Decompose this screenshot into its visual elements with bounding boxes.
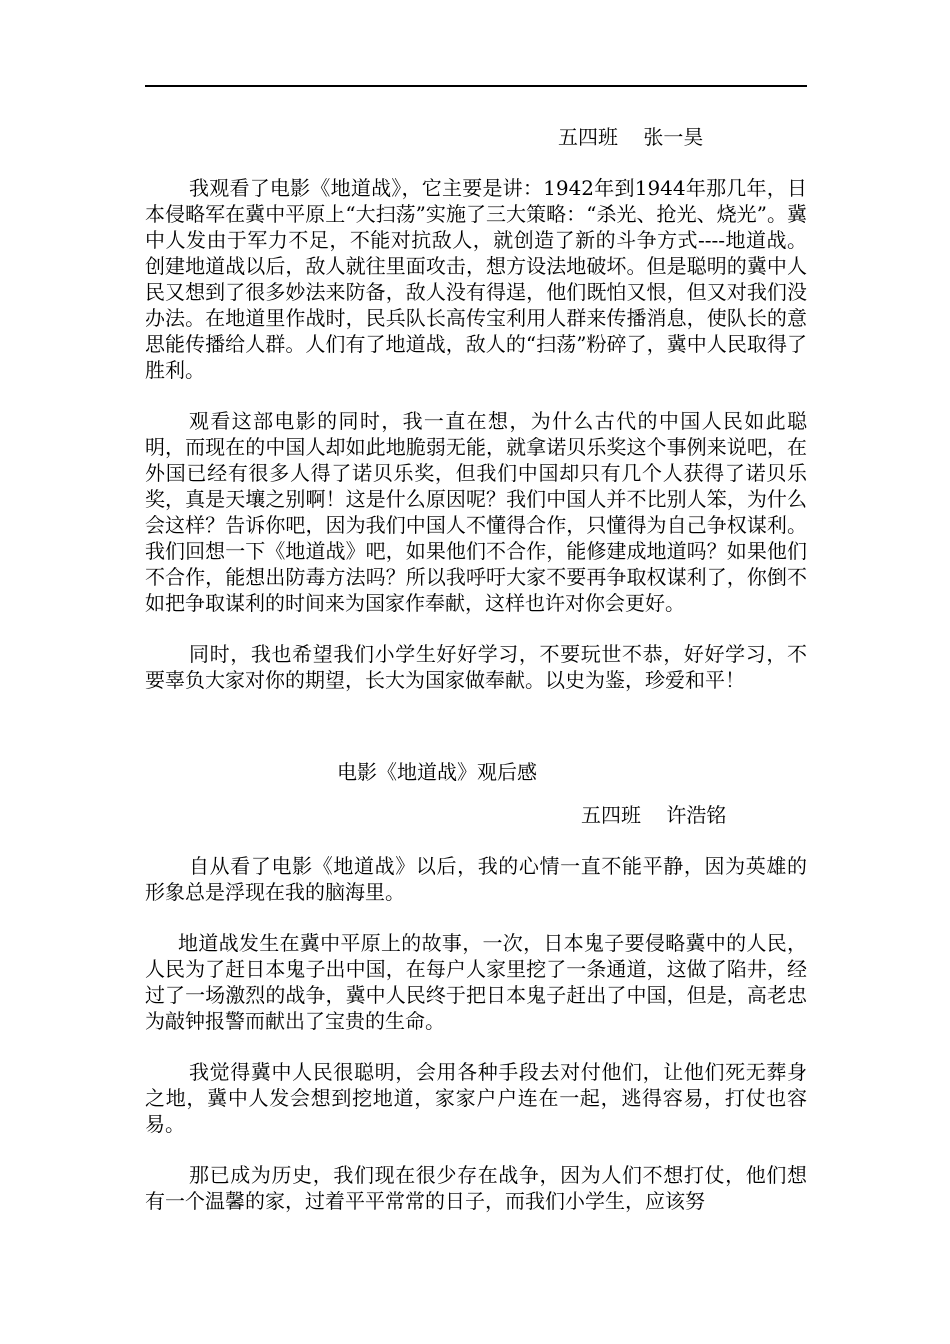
essay2-paragraph-1: 自从看了电影《地道战》以后，我的心情一直不能平静，因为英雄的形象总是浮现在我的脑海里。 (145, 854, 807, 904)
document-body (145, 120, 807, 1214)
header-rule (145, 85, 807, 87)
essay2-paragraph-2: 地道战发生在冀中平原上的故事，一次，日本鬼子要侵略冀中的人民，人民为了赶日本鬼子出中国，在每户人家里挖了一条通道，这做了陷井，经过了一场激烈的战争，冀中人民终于把日本鬼子赶出了中国，但是，高老忠为敲钟报警而献出了宝贵的生命。 (145, 931, 807, 1033)
essay1-paragraph-2: 观看这部电影的同时，我一直在想，为什么古代的中国人民如此聪明，而现在的中国人却如此地脆弱无能，就拿诺贝乐奖这个事例来说吧，在外国已经有很多人得了诺贝乐奖，但我们中国却只有几个人获得了诺贝乐奖，真是天壤之别啊！这是什么原因呢？我们中国人并不比别人笨，为什么会这样？告诉你吧，因为我们中国人不懂得合作，只懂得为自己争权谋利。我们回想一下《地道战》吧，如果他们不合作，能修建成地道吗？如果他们不合作，能想出防毒方法吗？所以我呼吁大家不要再争取权谋利了，你倒不如把争取谋利的时间来为国家作奉献，这样也许对你会更好。 (145, 409, 807, 615)
essay2-title: 电影《地道战》观后感 (337, 760, 537, 784)
essay1-author: 五四班 张一昊 (558, 125, 704, 149)
essay2-paragraph-3: 我觉得冀中人民很聪明，会用各种手段去对付他们，让他们死无葬身之地，冀中人发会想到挖地道，家家户户连在一起，逃得容易，打仗也容易。 (145, 1060, 807, 1136)
essay2-author: 五四班 许浩铭 (581, 803, 727, 827)
essay1-paragraph-1: 我观看了电影《地道战》，它主要是讲：1942年到1944年那几年，日本侵略军在冀中平原上“大扫荡”实施了三大策略：“杀光、抢光、烧光”。冀中人发由于军力不足，不能对抗敌人，就创造了新的斗争方式----地道战。创建地道战以后，敌人就往里面攻击，想方设法地破坏。但是聪明的冀中人民又想到了很多妙法来防备，敌人没有得逞，他们既怕又恨，但又对我们没办法。在地道里作战时，民兵队长高传宝利用人群来传播消息，使队长的意思能传播给人群。人们有了地道战，敌人的“扫荡”粉碎了，冀中人民取得了胜利。 (145, 176, 807, 382)
essay1-paragraph-3: 同时，我也希望我们小学生好好学习，不要玩世不恭，好好学习，不要辜负大家对你的期望，长大为国家做奉献。以史为鉴，珍爱和平！ (145, 642, 807, 692)
essay2-paragraph-4: 那已成为历史，我们现在很少存在战争，因为人们不想打仗，他们想有一个温馨的家，过着平平常常的日子，而我们小学生，应该努 (145, 1163, 807, 1213)
